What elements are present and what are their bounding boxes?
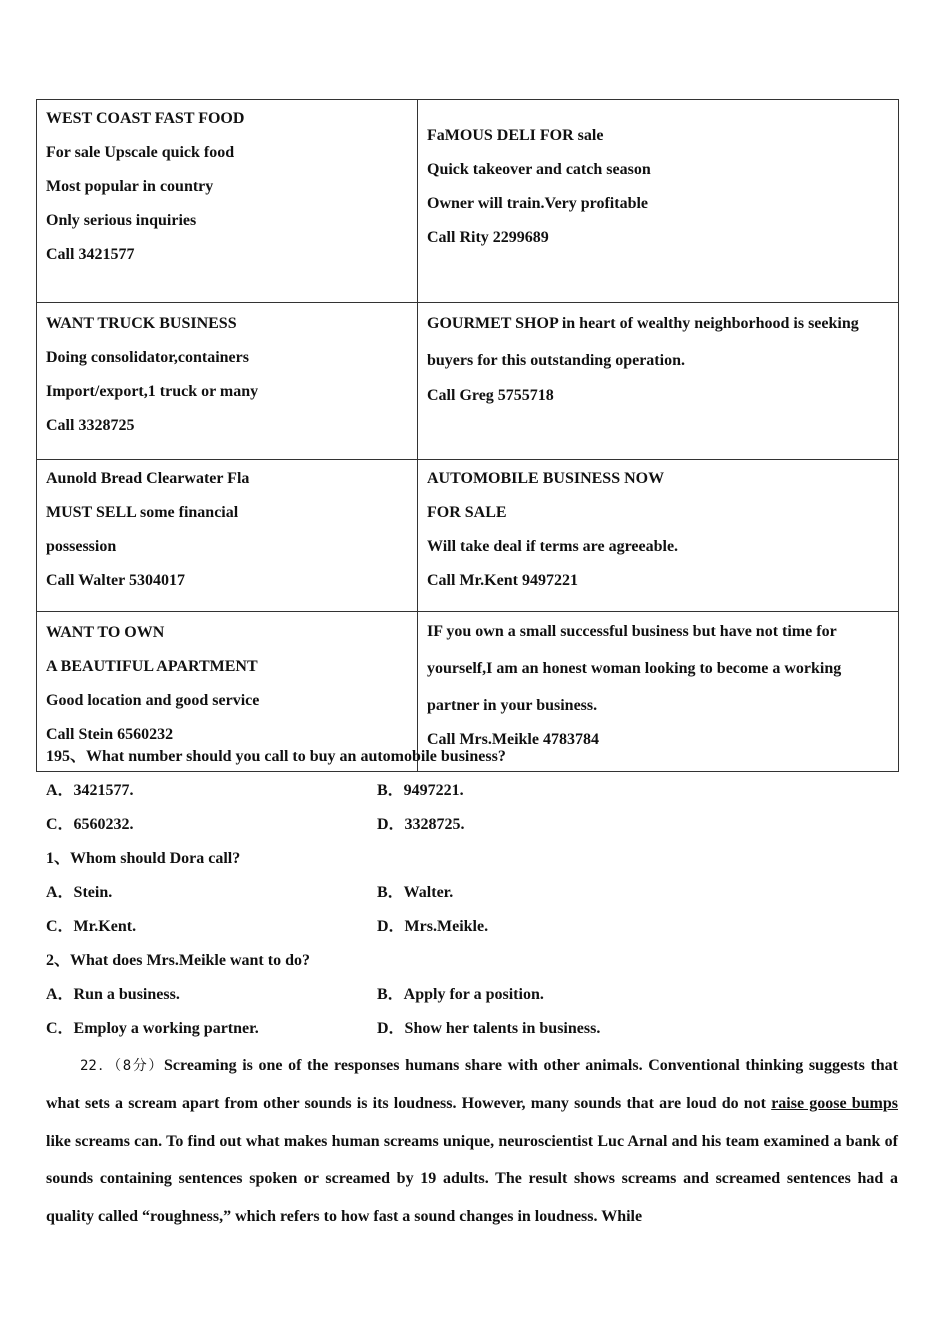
option[interactable]: A．Run a business.: [46, 986, 180, 1003]
ad-line: A BEAUTIFUL APARTMENT: [46, 658, 258, 675]
ad-cell: [418, 303, 899, 460]
question-stem: 2、What does Mrs.Meikle want to do?: [46, 952, 310, 969]
ad-line: AUTOMOBILE BUSINESS NOW: [427, 470, 665, 487]
option[interactable]: C．6560232.: [46, 816, 134, 833]
ad-line: For sale Upscale quick food: [46, 144, 235, 161]
option[interactable]: B．Apply for a position.: [377, 986, 544, 1003]
ad-line: GOURMET SHOP in heart of wealthy neighborhood is seeking: [427, 315, 859, 332]
option[interactable]: C．Employ a working partner.: [46, 1020, 259, 1037]
question-stem: 195、What number should you call to buy an automobile business?: [46, 748, 506, 765]
ad-line: Will take deal if terms are agreeable.: [427, 538, 679, 555]
ad-line: Owner will train.Very profitable: [427, 195, 649, 212]
ad-line: FaMOUS DELI FOR sale: [427, 127, 604, 144]
ads-table: [36, 99, 899, 772]
ad-line: Call 3421577: [46, 246, 135, 263]
ad-line: WANT TO OWN: [46, 624, 165, 641]
ad-line: Aunold Bread Clearwater Fla: [46, 470, 250, 487]
option[interactable]: B．9497221.: [377, 782, 464, 799]
ad-cell: [418, 100, 899, 303]
ad-line: WEST COAST FAST FOOD: [46, 110, 245, 127]
option[interactable]: D．3328725.: [377, 816, 465, 833]
passage-text: like screams can. To find out what makes human screams unique, neuroscientist Luc Arnal and his team examined a bank of sounds containing sentences spoken or screamed by 19 adults. The result shows screams and screamed sentences had a quality called “roughness,” which refers to how fast a sound changes in loudness. While: [46, 1132, 898, 1225]
ad-cell: [37, 100, 418, 303]
ad-line: buyers for this outstanding operation.: [427, 352, 685, 369]
ad-line: Import/export,1 truck or many: [46, 383, 259, 400]
passage-text: Screaming is one of the responses humans share with other animals. Conventional thinking suggests that what sets a scream apart from other sounds is its loudness. However, many sounds that are loud do not: [46, 1057, 898, 1113]
ad-line: Doing consolidator,containers: [46, 349, 249, 366]
ad-line: Call Walter 5304017: [46, 572, 185, 589]
ad-line: Call Rity 2299689: [427, 229, 549, 246]
option[interactable]: A．Stein.: [46, 884, 113, 901]
ad-line: MUST SELL some financial: [46, 504, 239, 521]
option-row: [46, 774, 898, 808]
passage-paragraph: [46, 1047, 898, 1235]
option[interactable]: B．Walter.: [377, 884, 454, 901]
ad-line: Quick takeover and catch season: [427, 161, 651, 178]
questions: [46, 740, 898, 1046]
ad-line: Call Mr.Kent 9497221: [427, 572, 578, 589]
option[interactable]: D．Show her talents in business.: [377, 1020, 601, 1037]
ad-line: FOR SALE: [427, 504, 507, 521]
ad-line: IF you own a small successful business but have not time for: [427, 623, 837, 640]
ad-line: Call Stein 6560232: [46, 726, 174, 743]
option-row: [46, 876, 898, 910]
ad-line: partner in your business.: [427, 697, 598, 714]
ad-line: WANT TRUCK BUSINESS: [46, 315, 237, 332]
ads-row: [37, 303, 899, 460]
ad-line: Only serious inquiries: [46, 212, 197, 229]
ad-cell: [37, 303, 418, 460]
ad-line: Most popular in country: [46, 178, 214, 195]
option-row: [46, 808, 898, 842]
option[interactable]: D．Mrs.Meikle.: [377, 918, 489, 935]
ad-line: Call Greg 5755718: [427, 387, 554, 404]
question-stem: 1、Whom should Dora call?: [46, 850, 241, 867]
ad-line: possession: [46, 538, 117, 555]
ads-row: [37, 460, 899, 612]
ad-line: yourself,I am an honest woman looking to become a working: [427, 660, 842, 677]
ad-cell: [37, 460, 418, 612]
option-row: [46, 910, 898, 944]
ad-line: Good location and good service: [46, 692, 260, 709]
ad-cell: [418, 460, 899, 612]
underlined-phrase: raise goose bumps: [771, 1095, 899, 1113]
reading-passage: [46, 1047, 898, 1235]
option[interactable]: A．3421577.: [46, 782, 134, 799]
ads-row: [37, 100, 899, 303]
option-row: [46, 978, 898, 1012]
ad-line: Call Mrs.Meikle 4783784: [427, 731, 599, 748]
question-number: 22．（8分）: [80, 1058, 164, 1074]
option[interactable]: C．Mr.Kent.: [46, 918, 137, 935]
ad-line: Call 3328725: [46, 417, 135, 434]
option-row: [46, 1012, 898, 1046]
